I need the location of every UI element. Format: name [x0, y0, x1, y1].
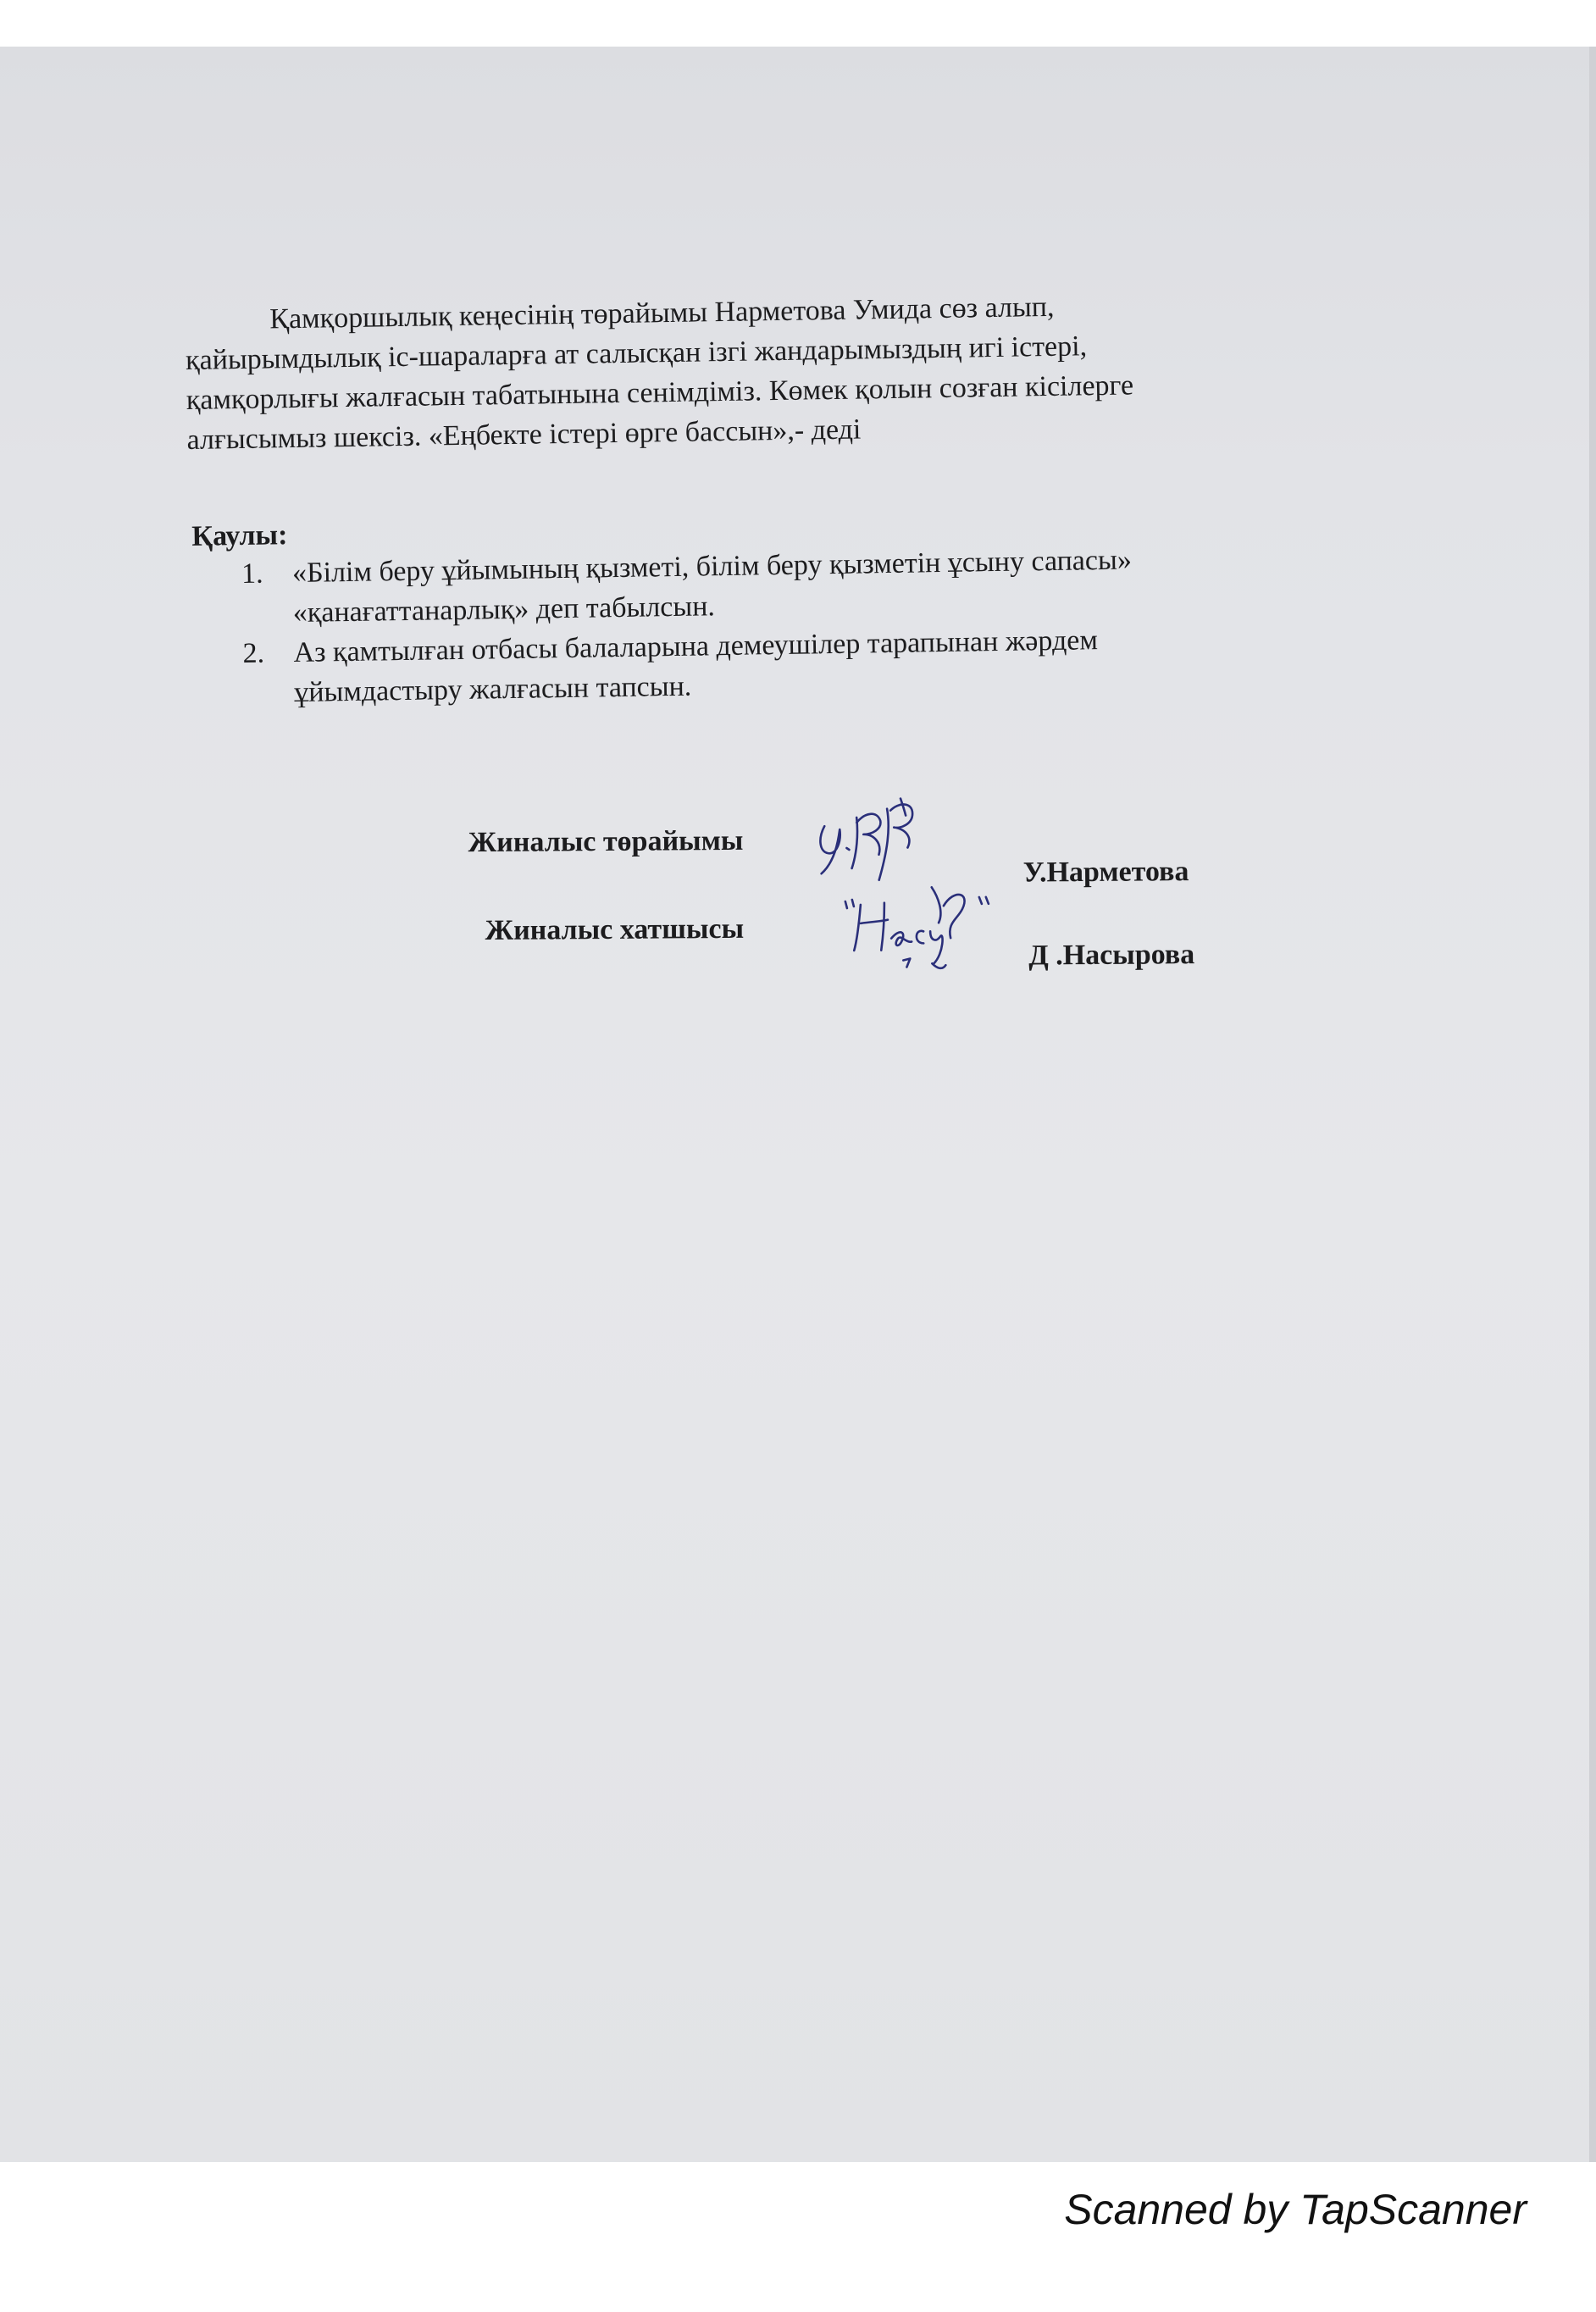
paragraph-line-2: қайырымдылық іс-шараларға ат салысқан ізгі жандарымыздың игі істері,: [185, 330, 1088, 376]
paragraph-line-3: қамқорлығы жалғасын табатынына сенімдіміз. Көмек қолын созған кісілерге: [186, 369, 1134, 416]
paragraph-line-1: Қамқоршылық кеңесінің төрайымы Нарметова Умида сөз алып,: [269, 291, 1055, 335]
resolution-text: ұйымдастыру жалғасын тапсын.: [293, 670, 692, 709]
scanner-watermark: Scanned by TapScanner: [1064, 2186, 1527, 2233]
secretary-signature: [839, 872, 1009, 974]
resolution-text: Аз қамтылған отбасы балаларына демеушілер тарапынан жәрдем: [293, 624, 1099, 669]
resolution-number: 1.: [241, 557, 263, 590]
resolution-title: Қаулы:: [191, 519, 288, 552]
scanned-page: [0, 47, 1596, 2162]
secretary-role-label: Жиналыс хатшысы: [485, 912, 745, 946]
paragraph-line-4: алғысымыз шексіз. «Еңбекте істері өрге бассын»,- деді: [186, 413, 862, 456]
resolution-text: «қанағаттанарлық» деп табылсын.: [292, 590, 716, 629]
signature-block: [0, 42, 1596, 2312]
secretary-name: Д .Насырова: [1028, 939, 1195, 972]
chair-name: У.Нарметова: [1022, 856, 1189, 889]
resolution-number: 2.: [242, 637, 265, 669]
chair-role-label: Жиналыс төрайымы: [468, 824, 744, 859]
resolution-text: «Білім беру ұйымының қызметі, білім беру қызметін ұсыну сапасы»: [291, 544, 1133, 590]
